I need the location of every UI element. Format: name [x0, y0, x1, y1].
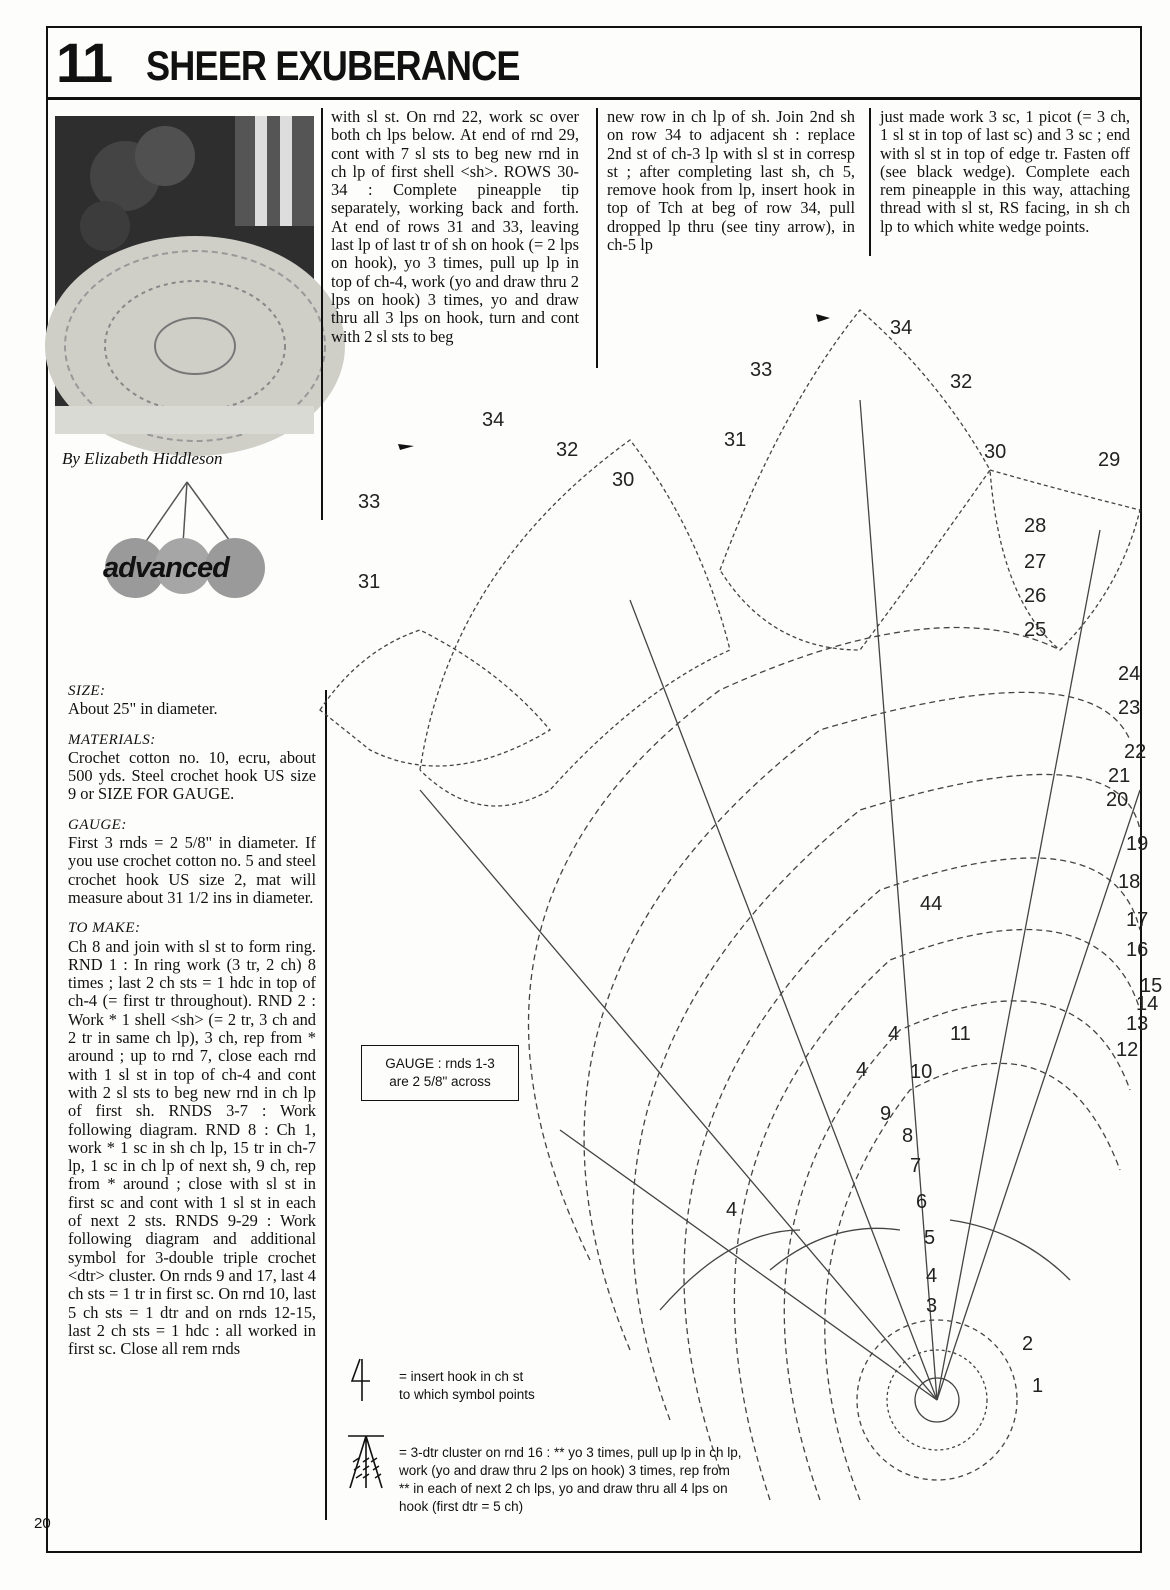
legend-cluster — [399, 1444, 742, 1516]
round-label: 23 — [1118, 697, 1141, 719]
round-label: 22 — [1124, 741, 1147, 763]
black-wedge-icon — [398, 444, 414, 450]
materials-heading: MATERIALS: — [68, 731, 156, 748]
round-label: 24 — [1118, 663, 1141, 685]
dtr-cluster-symbol-icon — [344, 1432, 388, 1492]
round-label: 33 — [750, 359, 773, 381]
round-label: 16 — [1126, 939, 1149, 961]
round-label: 6 — [916, 1191, 928, 1213]
legend-cluster-line2: work (yo and draw thru 2 lps on hook) 3 times, rep from — [399, 1463, 730, 1478]
symbol-label: 4 — [856, 1059, 868, 1081]
round-label: 32 — [556, 439, 579, 461]
text-column-3: new row in ch lp of sh. Join 2nd sh on row 34 to adjacent sh : replace 2nd st of ch-3 lp with sl st in corresp st ; after completing last sh, ch 5, remove hook from lp, insert hook in top of Tch at beg of row 34, pull dropped lp thru (see tiny arrow), in ch-5 lp — [607, 107, 855, 255]
round-label: 31 — [358, 571, 381, 593]
round-label: 26 — [1024, 585, 1047, 607]
left-column — [68, 682, 316, 1370]
round-label: 19 — [1126, 833, 1149, 855]
gauge-box-line1: GAUGE : rnds 1-3 — [385, 1056, 495, 1071]
round-label: 30 — [612, 469, 635, 491]
round-label: 31 — [724, 429, 747, 451]
round-label: 10 — [910, 1061, 933, 1083]
black-wedge-icon — [816, 314, 830, 322]
doily-photo — [55, 116, 314, 434]
round-label: 13 — [1126, 1013, 1149, 1035]
round-label: 32 — [950, 371, 973, 393]
round-label: 9 — [880, 1103, 892, 1125]
round-label: 1 — [1032, 1375, 1044, 1397]
round-label: 34 — [482, 409, 505, 431]
text-column-4: just made work 3 sc, 1 picot (= 3 ch, 1 sl st in top of last sc) and 3 sc ; end with sl st in top of edge tr. Fasten off (see black wedge). Complete each rem pineapple in this way, attaching thread with sl st, RS facing, in sh ch lp to which white wedge points. — [880, 107, 1130, 236]
symbol-label: 44 — [920, 893, 943, 915]
pattern-number: 11 — [56, 31, 112, 94]
gauge-text: First 3 rnds = 2 5/8" in diameter. If you use crochet cotton no. 5 and steel crochet hook US size 2, mat will measure about 31 1/2 ins in diameter. — [68, 833, 316, 907]
column-rule — [869, 108, 871, 256]
advanced-label: advanced — [103, 552, 229, 584]
legend-insert — [399, 1368, 535, 1404]
round-label: 8 — [902, 1125, 914, 1147]
legend-cluster-line4: hook (first dtr = 5 ch) — [399, 1499, 524, 1514]
insert-hook-symbol-icon — [348, 1355, 378, 1405]
gauge-box — [361, 1045, 519, 1101]
crochet-diagram — [300, 270, 1163, 1510]
byline: By Elizabeth Hiddleson — [62, 449, 223, 468]
round-label: 5 — [924, 1227, 936, 1249]
materials-text: Crochet cotton no. 10, ecru, about 500 yds. Steel crochet hook US size 9 or SIZE FOR GAUGE. — [68, 747, 316, 804]
round-label: 25 — [1024, 619, 1047, 641]
round-label: 28 — [1024, 515, 1047, 537]
legend-insert-line2: to which symbol points — [399, 1387, 535, 1402]
symbol-label: 4 — [888, 1023, 900, 1045]
tomake-heading: TO MAKE: — [68, 920, 141, 937]
legend-cluster-line3: ** in each of next 2 ch lps, yo and draw thru all 4 lps on — [399, 1481, 728, 1496]
round-label: 4 — [926, 1265, 938, 1287]
round-label: 34 — [890, 317, 913, 339]
round-label: 21 — [1108, 765, 1131, 787]
size-text: About 25" in diameter. — [68, 699, 218, 719]
advanced-badge — [95, 478, 275, 598]
round-label: 14 — [1136, 993, 1159, 1015]
round-label: 12 — [1116, 1039, 1139, 1061]
page-number: 20 — [34, 1515, 51, 1532]
round-label: 30 — [984, 441, 1007, 463]
legend-insert-line1: = insert hook in ch st — [399, 1369, 524, 1384]
size-heading: SIZE: — [68, 683, 106, 699]
round-label: 33 — [358, 491, 381, 513]
round-label: 15 — [1140, 975, 1163, 997]
tomake-text: Ch 8 and join with sl st to form ring. RND 1 : In ring work (3 tr, 2 ch) 8 times ; last 2 ch sts = 1 hdc in top of ch-4 (= first tr throughout). RND 2 : Work * 1 shell <sh> (= 2 tr, 3 ch and 2 tr in same ch lp), 3 ch, rep from * around ; up to rnd 7, close each rnd with 1 sl st in top of ch-4 and cont with 2 sl sts to beg new rnd in ch lp of first sh. RNDS 3-7 : Work following diagram. RND 8 : Ch 1, work * 1 sc in sh ch lp, 15 tr in ch-7 lp, 1 sc in ch lp of next sh, 9 ch, rep from * around ; close with sl st in first sc and cont with 1 sl st in each of next 2 sts. RNDS 9-29 : Work following diagram and additional symbol for 3-double triple crochet <dtr> cluster. On rnds 9 and 17, last 4 ch sts = 1 tr in first sc. On rnd 10, last 5 ch sts = 1 dtr and on rnds 12-15, last 2 ch sts = 1 hdc : all worked in first sc. Close all rem rnds — [68, 936, 316, 1359]
gauge-heading: GAUGE: — [68, 816, 127, 833]
text-column-2: with sl st. On rnd 22, work sc over both ch lps below. At end of rnd 29, cont with 7 sl sts to beg new rnd in ch lp of first shell <sh>. ROWS 30-34 : Complete pineapple tip separately, working back and forth. At end of rows 31 and 33, leaving last lp of last tr of sh on hook (= 2 lps on hook), yo 3 times, pull up lp in top of ch-4, work (yo and draw thru 2 lps on hook) 3 times, yo and draw thru all 3 lps on hook, turn and cont with 2 sl sts to beg — [331, 107, 579, 346]
round-label: 27 — [1024, 551, 1047, 573]
round-label: 18 — [1118, 871, 1141, 893]
round-label: 17 — [1126, 909, 1149, 931]
gauge-box-line2: are 2 5/8" across — [389, 1074, 491, 1089]
round-label: 20 — [1106, 789, 1129, 811]
legend-cluster-line1: = 3-dtr cluster on rnd 16 : ** yo 3 times, pull up lp in ch lp, — [399, 1445, 742, 1460]
round-label: 11 — [950, 1023, 971, 1045]
round-label: 2 — [1022, 1333, 1034, 1355]
symbol-label: 4 — [726, 1199, 738, 1221]
page-title: SHEER EXUBERANCE — [146, 42, 520, 89]
round-label: 29 — [1098, 449, 1121, 471]
round-label: 7 — [910, 1155, 922, 1177]
round-label: 3 — [926, 1295, 938, 1317]
